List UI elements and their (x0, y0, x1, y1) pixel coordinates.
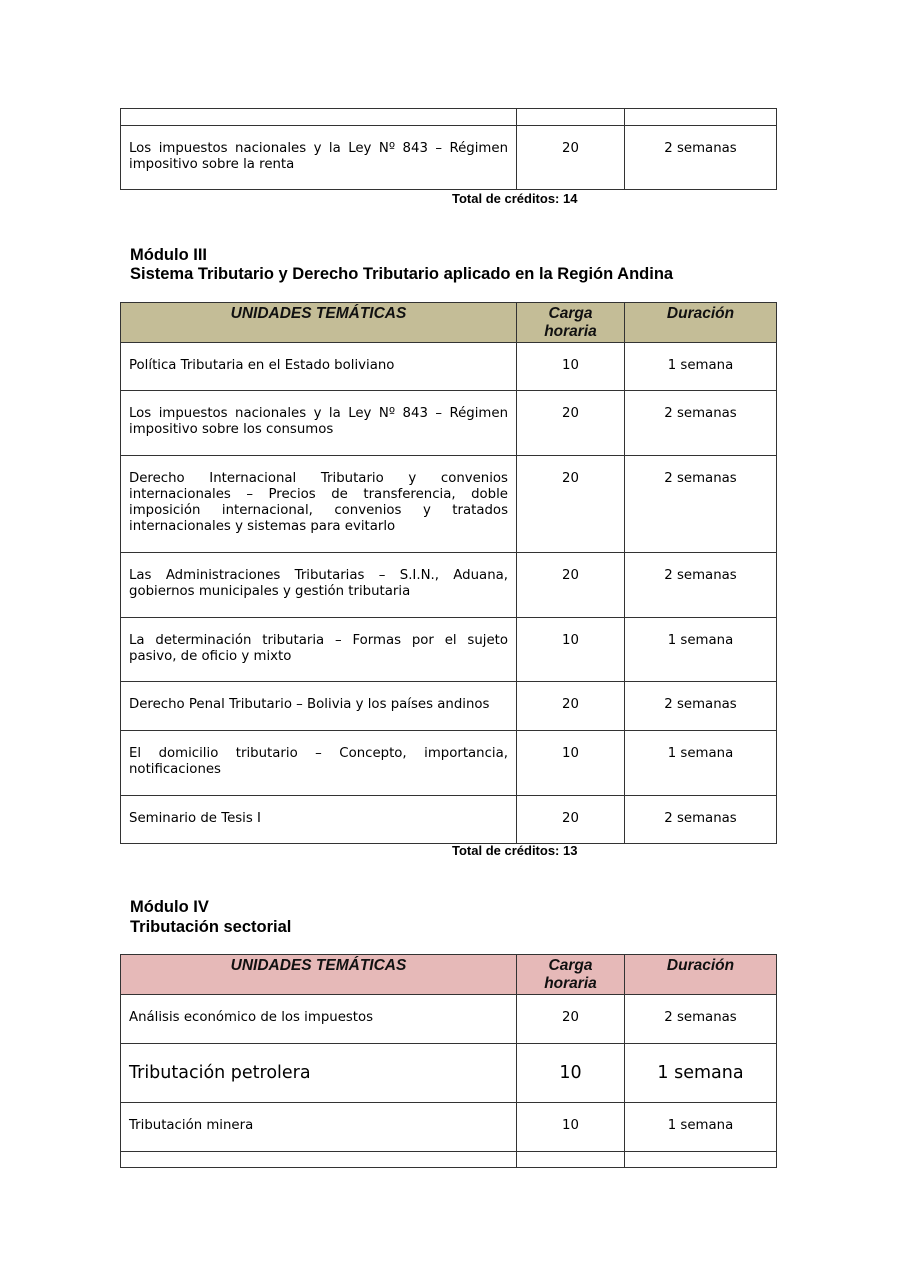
unit-cell: Análisis económico de los impuestos (121, 995, 517, 1044)
table-row (121, 553, 777, 618)
hours-cell: 10 (517, 1044, 625, 1103)
unit-cell: Seminario de Tesis I (121, 796, 517, 844)
header-duration: Duración (625, 955, 777, 995)
duration-cell: 1 semana (625, 343, 777, 391)
duration-cell: 2 semanas (625, 391, 777, 456)
hours-cell: 20 (517, 456, 625, 553)
table-row (121, 796, 777, 844)
table-row (121, 1152, 777, 1168)
unit-cell: Tributación minera (121, 1103, 517, 1152)
unit-cell: El domicilio tributario – Concepto, importancia, notificaciones (121, 731, 517, 796)
table-row (121, 1044, 777, 1103)
hours-cell: 20 (517, 126, 625, 190)
hours-cell (517, 109, 625, 126)
hours-cell: 20 (517, 682, 625, 731)
duration-cell: 2 semanas (625, 995, 777, 1044)
table-header-row (121, 303, 777, 343)
duration-cell (625, 1152, 777, 1168)
table-row (121, 456, 777, 553)
module-number: Módulo III (130, 246, 207, 264)
hours-cell: 10 (517, 1103, 625, 1152)
duration-cell: 1 semana (625, 1103, 777, 1152)
table-module-4 (120, 954, 777, 1168)
table-module-3 (120, 302, 777, 844)
hours-cell: 20 (517, 553, 625, 618)
module-number: Módulo IV (130, 898, 209, 916)
table-row (121, 682, 777, 731)
table-row (121, 343, 777, 391)
unit-cell: Las Administraciones Tributarias – S.I.N., Aduana, gobiernos municipales y gestión tributaria (121, 553, 517, 618)
header-units: UNIDADES TEMÁTICAS (121, 955, 517, 995)
unit-cell: Derecho Penal Tributario – Bolivia y los países andinos (121, 682, 517, 731)
duration-cell: 2 semanas (625, 456, 777, 553)
unit-cell: La determinación tributaria – Formas por el sujeto pasivo, de oficio y mixto (121, 618, 517, 682)
unit-cell: Política Tributaria en el Estado boliviano (121, 343, 517, 391)
table-row (121, 109, 777, 126)
unit-cell: Los impuestos nacionales y la Ley Nº 843 – Régimen impositivo sobre los consumos (121, 391, 517, 456)
duration-cell: 2 semanas (625, 796, 777, 844)
duration-cell: 2 semanas (625, 126, 777, 190)
unit-cell (121, 1152, 517, 1168)
hours-cell: 20 (517, 391, 625, 456)
total-credits: Total de créditos: 13 (452, 843, 578, 858)
module-title: Sistema Tributario y Derecho Tributario aplicado en la Región Andina (130, 265, 674, 283)
header-hours: Carga horaria (517, 303, 625, 343)
hours-cell (517, 1152, 625, 1168)
table-continued (120, 108, 777, 190)
total-credits: Total de créditos: 14 (452, 191, 578, 206)
duration-cell (625, 109, 777, 126)
table-row (121, 126, 777, 190)
hours-cell: 10 (517, 731, 625, 796)
table-row (121, 618, 777, 682)
header-units: UNIDADES TEMÁTICAS (121, 303, 517, 343)
table-row (121, 391, 777, 456)
module-title: Tributación sectorial (130, 918, 292, 936)
duration-cell: 2 semanas (625, 553, 777, 618)
duration-cell: 2 semanas (625, 682, 777, 731)
table-row (121, 731, 777, 796)
table-row (121, 995, 777, 1044)
unit-cell (121, 109, 517, 126)
header-hours: Carga horaria (517, 955, 625, 995)
hours-cell: 10 (517, 343, 625, 391)
table-row (121, 1103, 777, 1152)
table-header-row (121, 955, 777, 995)
hours-cell: 20 (517, 796, 625, 844)
hours-cell: 20 (517, 995, 625, 1044)
duration-cell: 1 semana (625, 1044, 777, 1103)
duration-cell: 1 semana (625, 731, 777, 796)
unit-cell: Los impuestos nacionales y la Ley Nº 843 – Régimen impositivo sobre la renta (121, 126, 517, 190)
hours-cell: 10 (517, 618, 625, 682)
unit-cell: Tributación petrolera (121, 1044, 517, 1103)
duration-cell: 1 semana (625, 618, 777, 682)
header-duration: Duración (625, 303, 777, 343)
unit-cell: Derecho Internacional Tributario y convenios internacionales – Precios de transferencia, doble imposición internacional, convenios y tratados internacionales y sistemas para evitarlo (121, 456, 517, 553)
